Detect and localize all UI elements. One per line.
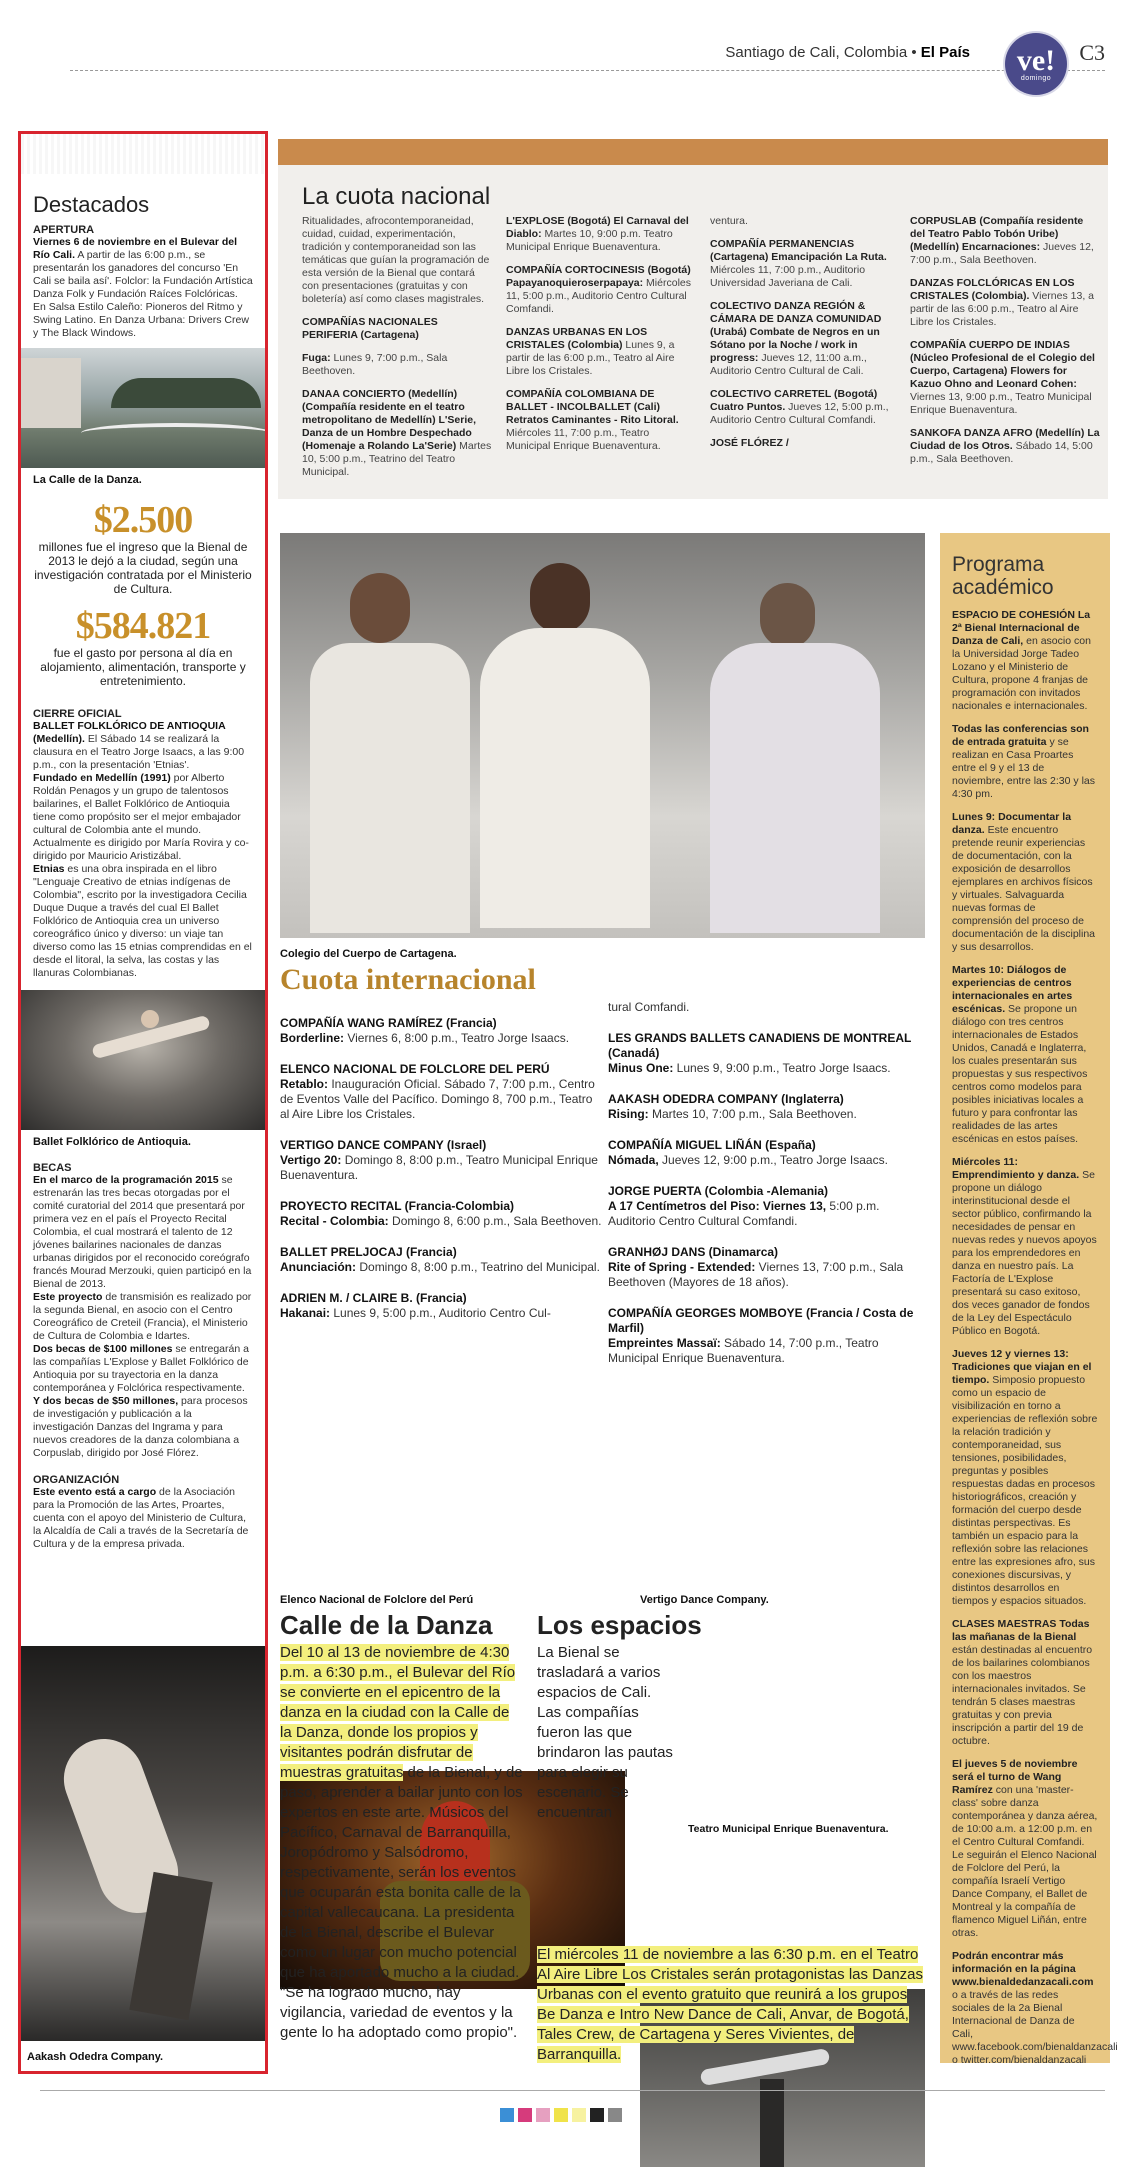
calle-body: de la Bienal, y de paso, aprender a bailar junto con los expertos en este arte. Músicos del Pacífico, Carnaval de Barranquilla, Joropódromo y Salsódromo, respectivamente, serán los eventos que ocuparán esta bonita calle de la capital vallecaucana. La presidenta de la Bienal, describe el Bulevar como un lugar con mucho potencial que ha aportado mucho a la ciudad. "Se ha logrado mucho, hay vigilancia, variedad de eventos y la gente lo ha adoptado como propio". [280, 1764, 523, 2041]
internacional-text: Domingo 8, 8:00 p.m., Teatrino del Municipal. [356, 1260, 600, 1274]
nacional-text: ventura. [710, 215, 748, 227]
academico-title: Programa académico [952, 553, 1054, 599]
column-top-stripe [21, 134, 265, 174]
nacional-item [710, 437, 900, 450]
nacional-item [710, 238, 900, 290]
y-becas-lead: Y dos becas de $50 millones, [33, 1395, 179, 1407]
internacional-text: Sábado 14, 7:00 p.m., Teatro Municipal Enrique Buenaventura. [608, 1336, 879, 1365]
nacional-item [710, 300, 900, 378]
internacional-lead: JORGE PUERTA (Colombia -Alemania) [608, 1184, 829, 1198]
nacional-item [302, 352, 492, 378]
vertigo-caption: Vertigo Dance Company. [640, 1594, 769, 1606]
cierre-body: El Sábado 14 se realizará la clausura en el Teatro Jorge Isaacs, a las 9:00 p.m., con la presentación 'Etnias'. [33, 733, 245, 771]
internacional-lead: AAKASH ODEDRA COMPANY (Inglaterra) [608, 1092, 844, 1106]
proyecto-body: de transmisión es realizado por la segunda Bienal, en asocio con el Centro Coreográfico de Creteil (Francia), el Ministerio de Cultura de Colombia e Idartes. [33, 1291, 252, 1342]
internacional-title: Cuota internacional [280, 963, 536, 996]
stat-ingreso-desc: millones fue el ingreso que la Bienal de 2013 le dejó a la ciudad, según una investigación contratada por el Ministerio de Cultura. [34, 540, 252, 596]
nacional-lead: COLECTIVO CARRETEL (Bogotá) Cuatro Puntos. [710, 388, 878, 413]
etnias-text [33, 863, 253, 980]
nacional-text: Miércoles 11, 5:00 p.m., Auditorio Centro Cultural Comfandi. [506, 277, 691, 315]
internacional-lead: LES GRANDS BALLETS CANADIENS DE MONTREAL (Canadá) [608, 1031, 912, 1060]
nacional-item [302, 316, 492, 342]
nacional-text: Sábado 14, 5:00 p.m., Sala Beethoven. [910, 440, 1093, 465]
dancer3-body [710, 643, 880, 933]
header-rule [70, 70, 1105, 71]
calle-title: Calle de la Danza [280, 1610, 493, 1640]
nacional-lead: JOSÉ FLÓREZ / [710, 437, 789, 449]
nacional-lead: COLECTIVO DANZA REGIÓN & CÁMARA DE DANZA COMUNIDAD (Urabá) Combate de Negros en un Sótano por la Noche / work in progress: [710, 300, 882, 364]
calle-text [280, 1643, 525, 2043]
internacional-item [608, 1138, 928, 1168]
nacional-text: Jueves 12, 5:00 p.m., Auditorio Centro Cultural Comfandi. [710, 401, 889, 426]
academico-item [952, 723, 1098, 801]
internacional-text: Lunes 9, 9:00 p.m., Teatro Jorge Isaacs. [673, 1061, 891, 1075]
dancer1-head [350, 573, 410, 643]
nacional-item [302, 215, 492, 306]
academico-lead: Miércoles 11: Emprendimiento y danza. [952, 1156, 1080, 1181]
stat-gasto-desc: fue el gasto por persona al día en alojamiento, alimentación, transporte y entretenimiento. [40, 646, 246, 688]
academico-lead: Jueves 12 y viernes 13: Tradiciones que viajan en el tiempo. [952, 1348, 1092, 1386]
color-swatch [536, 2108, 550, 2122]
internacional-work: Retablo: [280, 1077, 328, 1091]
nacional-text: Jueves 12, 11:00 a.m., Auditorio Centro Cultural de Cali. [710, 352, 867, 377]
teatro-caption: Teatro Municipal Enrique Buenaventura. [688, 1823, 889, 1835]
nacional-item [910, 427, 1100, 466]
academico-text: o a través de las redes sociales de la 2a Bienal Internacional de Danza de Cali, www.facebook.com/bienaldanzacali o twitter.com/bienaldanzacali [952, 1989, 1118, 2066]
nacional-lead: COMPAÑÍA PERMANENCIAS (Cartagena) Emancipación La Ruta. [710, 238, 887, 263]
color-swatch [590, 2108, 604, 2122]
nacional-lead: CORPUSLAB (Compañía residente del Teatro Pablo Tobón Uribe) (Medellín) Encarnaciones: [910, 215, 1084, 253]
photo1-caption: La Calle de la Danza. [33, 474, 142, 486]
dancer1-body [310, 643, 470, 933]
nacional-text: Ritualidades, afrocontemporaneidad, cuidad, cuidad, experimentación, tradición y contemporaneidad son las temáticas que guían la programación de esta versión de la Bienal que contará con presentaciones (gratuitas y con boletería) así como clases magistrales. [302, 215, 490, 305]
internacional-item [280, 1291, 605, 1321]
academico-text: Este encuentro pretende reunir experiencias de documentación, con la exposición de desarrollos ejemplares en archivos físicos y virtuales. Salvaguarda nuevas formas de comprensión del proceso de documentación de la disciplina y sus desarrollos. [952, 824, 1096, 953]
internacional-text: Domingo 8, 8:00 p.m., Teatro Municipal Enrique Buenaventura. [280, 1153, 598, 1182]
page-number: C3 [1079, 40, 1105, 65]
nacional-title: La cuota nacional [302, 183, 491, 210]
internacional-lead: BALLET PRELJOCAJ (Francia) [280, 1245, 457, 1259]
apertura-text [33, 236, 253, 340]
dos-becas-text [33, 1343, 253, 1395]
internacional-item [280, 1199, 605, 1229]
photo3-caption: Aakash Odedra Company. [27, 2051, 164, 2063]
cierre-lead: BALLET FOLKLÓRICO DE ANTIOQUIA (Medellín). [33, 720, 226, 745]
academico-lead: Todas las conferencias son de entrada gratuita [952, 723, 1089, 748]
internacional-work: Recital - Colombia: [280, 1214, 389, 1228]
nacional-lead: L'EXPLOSE (Bogotá) El Carnaval del Diablo: [506, 215, 689, 240]
internacional-work: A 17 Centímetros del Piso: Viernes 13, [608, 1199, 827, 1213]
nacional-text: Miércoles 11, 7:00 p.m., Teatro Municipal Enrique Buenaventura. [506, 427, 661, 452]
nacional-text: Miércoles 11, 7:00 p.m., Auditorio Universidad Javeriana de Cali. [710, 264, 866, 289]
main-photo-caption: Colegio del Cuerpo de Cartagena. [280, 948, 457, 960]
academico-item [952, 1758, 1098, 1940]
internacional-item [608, 1000, 928, 1015]
fundado-body: por Alberto Roldán Penagos y un grupo de talentosos bailarines, el Ballet Folklórico de Antioquia tiene como propósito ser el mejor embajador cultural de Colombia ante el mundo. Actualmente es dirigido por María Rovira y co-dirigido por Mauricio Aristizábal. [33, 772, 249, 862]
proyecto-lead: Este proyecto [33, 1291, 103, 1303]
nacional-col-2 [506, 215, 696, 463]
academico-lead: Podrán encontrar más información en la página www.bienaldedanzacali.com [952, 1950, 1094, 1988]
internacional-work: Minus One: [608, 1061, 674, 1075]
proyecto-text [33, 1291, 253, 1343]
academico-lead: CLASES MAESTRAS Todas las mañanas de la Bienal [952, 1618, 1090, 1643]
internacional-work: Empreintes Massaï: [608, 1336, 721, 1350]
internacional-work: Hakanai: [280, 1306, 331, 1320]
academico-text: en asocio con la Universidad Jorge Tadeo Lozano y el Ministerio de Cultura, propone 4 franjas de programación con invitados nacionales e internacionales. [952, 635, 1091, 712]
becas-lead: En el marco de la programación 2015 [33, 1174, 219, 1186]
internacional-lead: ADRIEN M. / CLAIRE B. (Francia) [280, 1291, 467, 1305]
nacional-lead: COMPAÑÍA COLOMBIANA DE BALLET - INCOLBALLET (Cali) Retratos Caminantes - Rito Litoral. [506, 388, 679, 426]
logo-text: ve! [1016, 43, 1056, 77]
trees-shape [111, 378, 261, 408]
internacional-item [280, 1062, 605, 1122]
color-swatch [572, 2108, 586, 2122]
calle-danza-photo [21, 348, 265, 468]
internacional-col-2 [608, 1000, 928, 1382]
nacional-item [710, 215, 900, 228]
nacional-item [302, 388, 492, 479]
masthead-place: Santiago de Cali, Colombia [725, 44, 908, 61]
internacional-text: Viernes 13, 7:00 p.m., Sala Beethoven (Mayores de 18 años). [608, 1260, 904, 1289]
masthead-paper: El País [920, 44, 970, 61]
internacional-lead: VERTIGO DANCE COMPANY (Israel) [280, 1138, 487, 1152]
espacios-body: La Bienal se trasladará a varios espacios de Cali. Las compañías fueron las que brindaron las pautas para elegir su escenario. Se encuentran [537, 1644, 673, 1821]
academico-item [952, 964, 1098, 1146]
y-becas-text [33, 1395, 253, 1460]
academico-text: Se propone un diálogo con tres centros internacionales de Estados Unidos, Canadá e Inglaterra, los cuales presentarán sus propuestas y sus respectivos centros como modelos para posibles iniciativas locales a futuro y para confrontar las realidades de las artes escénicas en estos países. [952, 1003, 1088, 1145]
internacional-item [280, 1138, 605, 1183]
nacional-text: Viernes 13, 9:00 p.m., Teatro Municipal Enrique Buenaventura. [910, 391, 1092, 416]
espacios-text-top [537, 1643, 679, 1823]
nacional-item [506, 326, 696, 378]
academico-lead: El jueves 5 de noviembre será el turno de Wang Ramírez [952, 1758, 1078, 1796]
dos-becas-body: se entregarán a las compañías L'Explose y Ballet Folklórico de Antioquia por su trayectoria en la danza contemporánea y Folclórica respectivamente. [33, 1343, 249, 1394]
internacional-item [280, 1245, 605, 1275]
becas-body: se estrenarán las tres becas otorgadas por el comité curatorial del 2014 que presentará por primera vez en el país el Proyecto Recital Colombia, el cual mostrará el talento de 12 jóvenes bailarines nacionales de danzas urbanas dirigidos por el reconocido coreógrafo francés Mourad Merzouki, quien participó en la Bienal de 2013. [33, 1174, 252, 1290]
dancer-head [141, 1010, 159, 1028]
nacional-item [506, 264, 696, 316]
internacional-text: tural Comfandi. [608, 1000, 690, 1014]
nacional-item [506, 215, 696, 254]
elenco-caption: Elenco Nacional de Folclore del Perú [280, 1594, 474, 1606]
nacional-item [910, 215, 1100, 267]
internacional-text: Martes 10, 7:00 p.m., Sala Beethoven. [648, 1107, 857, 1121]
espacios-highlight-text [537, 1945, 927, 2065]
nacional-item [506, 388, 696, 453]
becas-kicker: BECAS [33, 1162, 72, 1174]
internacional-text: Jueves 12, 9:00 p.m., Teatro Jorge Isaacs. [658, 1153, 888, 1167]
destacados-title: Destacados [33, 192, 150, 217]
internacional-item [608, 1092, 928, 1122]
internacional-item [608, 1184, 928, 1229]
org-text [33, 1486, 253, 1551]
logo-sub: domingo [1020, 74, 1052, 82]
internacional-work: Borderline: [280, 1031, 345, 1045]
bridge-shape [81, 423, 265, 443]
internacional-item [608, 1245, 928, 1290]
color-swatch [518, 2108, 532, 2122]
ballet-folklorico-photo [21, 990, 265, 1130]
photo2-caption: Ballet Folklórico de Antioquia. [33, 1136, 191, 1148]
dancer2-body [480, 628, 650, 928]
org-body: de la Asociación para la Promoción de las Artes, Proartes, cuenta con el apoyo del Ministerio de Cultura, la Alcaldía de Cali a través de la Secretaría de Cultura y de la empresa privada. [33, 1486, 249, 1550]
nacional-lead: COMPAÑÍA CORTOCINESIS (Bogotá) Papayanoquieroserpapaya: [506, 264, 691, 289]
internacional-work: Nómada, [608, 1153, 659, 1167]
academico-lead: Lunes 9: Documentar la danza. [952, 811, 1072, 836]
internacional-lead: COMPAÑÍA GEORGES MOMBOYE (Francia / Costa de Marfil) [608, 1306, 914, 1335]
internacional-lead: ELENCO NACIONAL DE FOLCLORE DEL PERÚ [280, 1062, 550, 1076]
nacional-col-1 [302, 215, 492, 489]
org-lead: Este evento está a cargo [33, 1486, 157, 1498]
internacional-text: Lunes 9, 5:00 p.m., Auditorio Centro Cul- [330, 1306, 551, 1320]
nacional-item [910, 339, 1100, 417]
stat-ingreso: $2.500 [93, 499, 193, 541]
internacional-work: Vertigo 20: [280, 1153, 342, 1167]
nacional-text: Jueves 12, 7:00 p.m., Sala Beethoven. [910, 241, 1094, 266]
academico-lead: Martes 10: Diálogos de experiencias de centros internacionales en artes escénicas. [952, 964, 1073, 1015]
becas-text [33, 1174, 253, 1291]
stat-gasto: $584.821 [75, 605, 211, 647]
nacional-lead: DANZAS URBANAS EN LOS CRISTALES (Colombia) [506, 326, 648, 351]
dancer2-head [530, 563, 590, 633]
academico-text: Simposio propuesto como un espacio de visibilización en torno a experiencias de reflexión sobre la relación tradición y contemporaneidad, sus tensiones, posibilidades, preguntas y posibles respuestas dadas en procesos historiográficos, creación y formación del cuerpo desde distintas perspectivas. Es también un espacio para la reflexión sobre las relaciones entre las expresiones afro, sus conexiones discursivas, y distintos desarrollos en tiempos y espacios situados. [952, 1374, 1098, 1607]
nacional-text: Lunes 9, a partir de las 6:00 p.m., Teatro al Aire Libre los Cristales. [506, 339, 675, 377]
color-swatch [554, 2108, 568, 2122]
internacional-lead: PROYECTO RECITAL (Francia-Colombia) [280, 1199, 515, 1213]
espacios-continuation [537, 1836, 927, 1946]
nacional-text: Lunes 9, 7:00 p.m., Sala Beethoven. [302, 352, 448, 377]
academico-text: Se propone un diálogo interinstitucional desde el sector público, confirmando la necesidades de pensar en nuevas redes y nuevos apoyos para los emprendedores en danza en nuestro país. La Factoría de L'Explose presentará su caso exitoso, dos veces ganador de fondos de la Ley del Espectáculo Público en Bogotá. [952, 1169, 1097, 1337]
y-becas-body: para procesos de investigación y publicación a la investigación Danzas del Ingrama y para nuevos creadores de la danza colombiana a Corpuslab, dirigido por José Flórez. [33, 1395, 248, 1459]
nacional-text: Viernes 13, a partir de las 6:00 p.m., Teatro al Aire Libre los Cristales. [910, 290, 1094, 328]
destacados-column [18, 131, 268, 2074]
cierre-kicker: CIERRE OFICIAL [33, 708, 122, 720]
cuota-nacional-box [278, 139, 1108, 499]
internacional-work: Anunciación: [280, 1260, 357, 1274]
building-shape [21, 358, 81, 428]
nacional-lead: DANZAS FOLCLÓRICAS EN LOS CRISTALES (Colombia). [910, 277, 1075, 302]
academico-lead: ESPACIO DE COHESIÓN La 2ª Bienal Internacional de Danza de Cali, [952, 609, 1091, 647]
academico-column [940, 533, 1118, 2066]
espacios-highlight: El miércoles 11 de noviembre a las 6:30 p.m. en el Teatro Al Aire Libre Los Cristales serán protagonistas las Danzas Urbanas con el evento gratuito que reunirá a los grupos Be Danza e Intro New Dance de Cali, Anvar, de Bogotá, Tales Crew, de Cartagena y Seres Vivientes, de Barranquilla. [537, 1946, 924, 2063]
nacional-col-3 [710, 215, 900, 460]
internacional-text: Viernes 6, 8:00 p.m., Teatro Jorge Isaacs. [344, 1031, 570, 1045]
academico-text: con una 'master-class' sobre danza contemporánea y danza aérea, de 10:00 a.m. a 12:00 p.m. en el Centro Cultural Comfandi. Le seguirán el Elenco Nacional de Folclore del Perú, la compañía Israelí Vertigo Dance Company, el Ballet de Montreal y la compañía de flamenco Miguel Liñán, entre otras. [952, 1784, 1098, 1939]
footer-rule [40, 2090, 1105, 2091]
academico-text: y se realizan en Casa Proartes entre el 9 y el 13 de noviembre, entre las 2:30 y las 4:30 pm. [952, 736, 1095, 800]
espacios-title: Los espacios [537, 1610, 702, 1640]
main-dance-photo [280, 533, 925, 938]
academico-item [952, 609, 1098, 713]
nacional-lead: Fuga: [302, 352, 331, 364]
fundado-text [33, 772, 253, 863]
calle-highlight: Del 10 al 13 de noviembre de 4:30 p.m. a 6:30 p.m., el Bulevar del Río se convierte en el epicentro de la danza en la ciudad con la Calle de la Danza, donde los propios y visitantes podrán disfrutar de muestras gratuitas [280, 1644, 516, 1781]
apertura-kicker: APERTURA [33, 224, 95, 236]
fundado-lead: Fundado en Medellín (1991) [33, 772, 171, 784]
nacional-lead: COMPAÑÍAS NACIONALES PERIFERIA (Cartagena) [302, 316, 438, 341]
internacional-col-1 [280, 1016, 605, 1337]
ve-logo [1005, 33, 1067, 95]
internacional-text: Domingo 8, 6:00 p.m., Sala Beethoven. [388, 1214, 602, 1228]
etnias-lead: Etnias [33, 863, 65, 875]
etnias-body: es una obra inspirada en el libro "Lenguaje Creativo de etnias indígenas de Colombia", escrito por la investigadora Cecilia Duque Duque a través del cual El Ballet Folklórico de Antioquia crea un universo coreográfico único y diverso: un viaje tan diverso como las 15 etnias comprendidas en el desde el litoral, la selva, las costas y las llanuras Colombianas. [33, 863, 252, 979]
nacional-text: Martes 10, 5:00 p.m., Teatrino del Teatro Municipal. [302, 440, 492, 478]
internacional-text: 5:00 p.m. Auditorio Centro Cultural Comfandi. [608, 1199, 880, 1228]
internacional-item [608, 1306, 928, 1366]
dos-becas-lead: Dos becas de $100 millones [33, 1343, 173, 1355]
color-swatch [500, 2108, 514, 2122]
internacional-lead: COMPAÑÍA WANG RAMÍREZ (Francia) [280, 1016, 497, 1030]
academico-item [952, 1348, 1098, 1608]
academico-item [952, 1618, 1098, 1748]
internacional-work: Rising: [608, 1107, 649, 1121]
academico-item [952, 1156, 1098, 1338]
color-swatch [608, 2108, 622, 2122]
org-kicker: ORGANIZACIÓN [33, 1474, 120, 1486]
internacional-lead: GRANHØJ DANS (Dinamarca) [608, 1245, 779, 1259]
academico-item [952, 1950, 1118, 2067]
nacional-col-4 [910, 215, 1100, 476]
dancer3-head [760, 583, 815, 648]
cierre-text [33, 720, 253, 772]
internacional-text: Inauguración Oficial. Sábado 7, 7:00 p.m., Centro de Eventos Valle del Pacífico. Domingo 8, 700 p.m., Teatro al Aire Libre los Cristales. [280, 1077, 595, 1121]
internacional-work: Rite of Spring - Extended: [608, 1260, 756, 1274]
masthead-dateline: Santiago de Cali, Colombia • El País [725, 44, 970, 61]
nacional-lead: SANKOFA DANZA AFRO (Medellín) La Ciudad de los Otros. [910, 427, 1100, 452]
apertura-lead: Viernes 6 de noviembre en el Bulevar del Río Cali. [33, 236, 238, 261]
internacional-item [280, 1016, 605, 1046]
academico-items [952, 609, 1118, 2067]
internacional-item [608, 1031, 928, 1076]
base-dancer [760, 2079, 784, 2167]
academico-text: están destinadas al encuentro de los bailarines colombianos con los maestros internacionales invitados. Se tendrán 5 clases maestras gratuitas y con previa inscripción a partir del 19 de octubre. [952, 1644, 1093, 1747]
nacional-lead: DANAA CONCIERTO (Medellín) (Compañía residente en el teatro metropolitano de Medellín) L'Serie, Danza de un Hombre Despechado (Homenaje a Rolando La'Serie) [302, 388, 477, 452]
nacional-lead: COMPAÑÍA CUERPO DE INDIAS (Núcleo Profesional de el Colegio del Cuerpo, Cartagena) Flowers for Kazuo Ohno and Leonard Cohen: [910, 339, 1095, 390]
nacional-item [710, 388, 900, 427]
internacional-lead: COMPAÑÍA MIGUEL LIÑÁN (España) [608, 1138, 816, 1152]
academico-item [952, 811, 1098, 954]
nacional-text: Martes 10, 9:00 p.m. Teatro Municipal Enrique Buenaventura. [506, 228, 673, 253]
apertura-body: A partir de las 6:00 p.m., se presentarán los ganadores del concurso 'En Cali se baila así'. Folclor: la Fundación Artística Danza Folk y Fundación Raíces Folclóricas. En Salsa Estilo Caleño: Pioneros del Ritmo y Swing Latino. En Danza Urbana: Drivers Crew y The Black Windows. [33, 249, 253, 339]
nacional-item [910, 277, 1100, 329]
aakash-photo [21, 1646, 265, 2041]
